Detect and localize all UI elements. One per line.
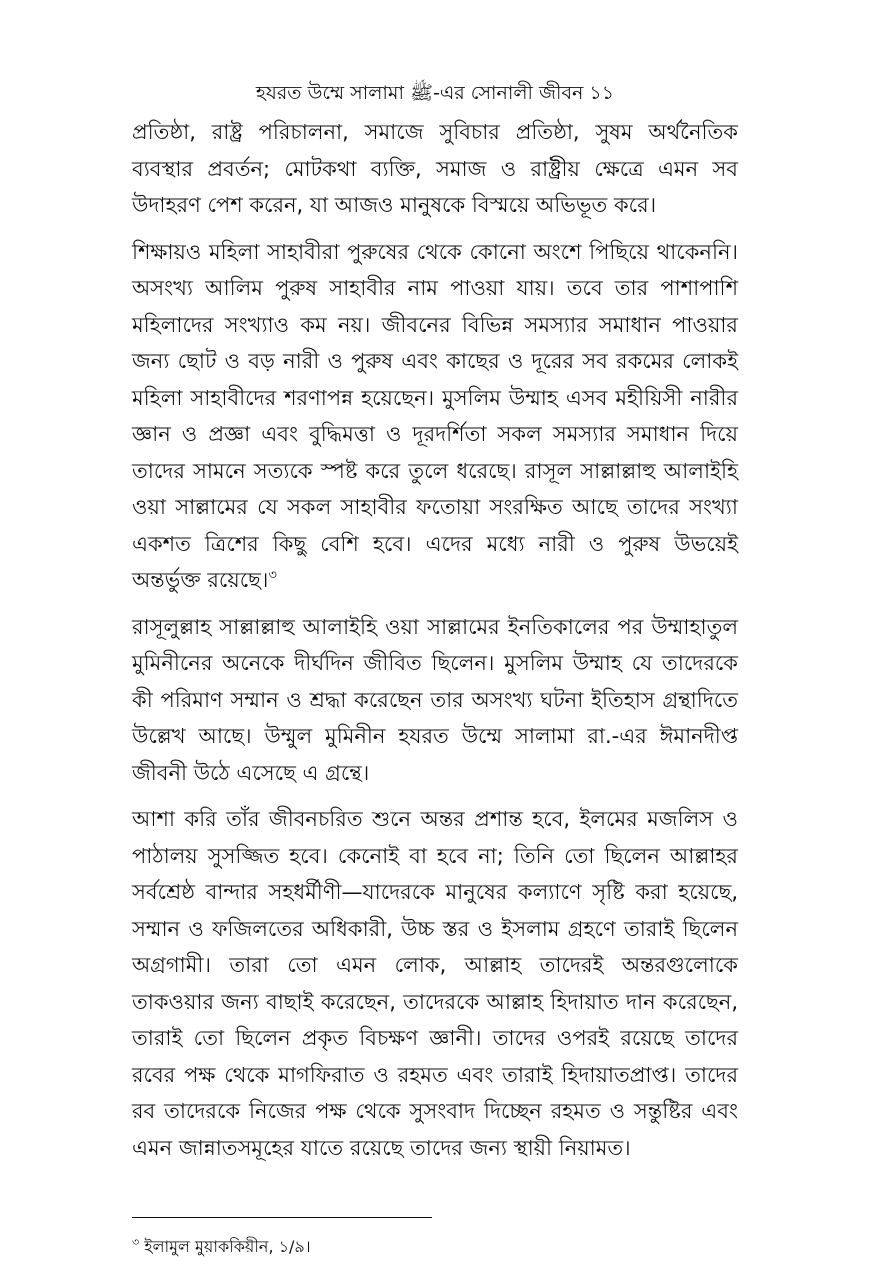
- paragraph-2-text: শিক্ষায়ও মহিলা সাহাবীরা পুরুষের থেকে কোনো অংশে পিছিয়ে থাকেননি। অসংখ্য আলিম পুরুষ সাহাবীর নাম পাওয়া যায়। তবে তার পাশাপাশি মহিলাদের সংখ্যাও কম নয়। জীবনের বিভিন্ন সমস্যার সমাধান পাওয়ার জন্য ছোট ও বড় নারী ও পুরুষ এবং কাছের ও দূরের সব রকমের লোকই মহিলা সাহাবীদের শরণাপন্ন হয়েছেন। মুসলিম উম্মাহ এসব মহীয়িসী নারীর জ্ঞান ও প্রজ্ঞা এবং বুদ্ধিমত্তা ও দূরদর্শিতা সকল সমস্যার সমাধান দিয়ে তাদের সামনে সত্যকে স্পষ্ট করে তুলে ধরেছে। রাসূল সাল্লাল্লাহু আলাইহি ওয়া সাল্লামের যে সকল সাহাবীর ফতোয়া সংরক্ষিত আছে তাদের সংখ্যা একশত ত্রিশের কিছু বেশি হবে। এদের মধ্যে নারী ও পুরুষ উভয়েই অন্তর্ভুক্ত রয়েছে।: [132, 239, 738, 592]
- footnote-divider: [132, 1217, 432, 1218]
- paragraph-4: আশা করি তাঁর জীবনচরিত শুনে অন্তর প্রশান্ত হবে, ইলমের মজলিস ও পাঠালয় সুসজ্জিত হবে। কেনোই বা হবে না; তিনি তো ছিলেন আল্লাহর সর্বশ্রেষ্ঠ বান্দার সহধর্মীণী—যাদেরকে মানুষের কল্যাণে সৃষ্টি করা হয়েছে, সম্মান ও ফজিলতের অধিকারী, উচ্চ স্তর ও ইসলাম গ্রহণে তারাই ছিলেন অগ্রগামী। তারা তো এমন লোক, আল্লাহ তাদেরই অন্তরগুলোকে তাকওয়ার জন্য বাছাই করেছেন, তাদেরকে আল্লাহ হিদায়াত দান করেছেন, তারাই তো ছিলেন প্রকৃত বিচক্ষণ জ্ঞানী। তাদের ওপরই রয়েছে তাদের রবের পক্ষ থেকে মাগফিরাত ও রহমত এবং তারাই হিদায়াতপ্রাপ্ত। তাদের রব তাদেরকে নিজের পক্ষ থেকে সুসংবাদ দিচ্ছেন রহমত ও সন্তুষ্টির এবং এমন জান্নাতসমূহের যাতে রয়েছে তাদের জন্য স্থায়ী নিয়ামত।: [132, 807, 738, 1160]
- paragraph-3: রাসূলুল্লাহ সাল্লাল্লাহু আলাইহি ওয়া সাল্লামের ইনতিকালের পর উম্মাহাতুল মুমিনীনের অনেকে দীর্ঘদিন জীবিত ছিলেন। মুসলিম উম্মাহ যে তাদেরকে কী পরিমাণ সম্মান ও শ্রদ্ধা করেছেন তার অসংখ্য ঘটনা ইতিহাস গ্রন্থাদিতে উল্লেখ আছে। উম্মুল মুমিনীন হযরত উম্মে সালামা রা.-এর ঈমানদীপ্ত জীবনী উঠে এসেছে এ গ্রন্থে।: [132, 614, 738, 785]
- footnote-text: ইলামুল মুয়াককিয়ীন, ১/৯।: [139, 1237, 311, 1256]
- running-header: [132, 80, 738, 106]
- paragraph-2: [132, 234, 738, 599]
- paragraph-1: প্রতিষ্ঠা, রাষ্ট্র পরিচালনা, সমাজে সুবিচার প্রতিষ্ঠা, সুষম অর্থনৈতিক ব্যবস্থার প্রবর্তন; মোটকথা ব্যক্তি, সমাজ ও রাষ্ট্রীয় ক্ষেত্রে এমন সব উদাহরণ পেশ করেন, যা আজও মানুষকে বিস্ময়ে অভিভূত করে।: [132, 120, 738, 217]
- body-text: [132, 114, 738, 1176]
- footnote-reference: ৩: [268, 568, 277, 583]
- running-header-text: হযরত উম্মে সালামা ﷺ-এর সোনালী জীবন ১১: [255, 82, 615, 104]
- footnote-marker: ৩: [132, 1235, 140, 1249]
- footnote: [132, 1236, 311, 1258]
